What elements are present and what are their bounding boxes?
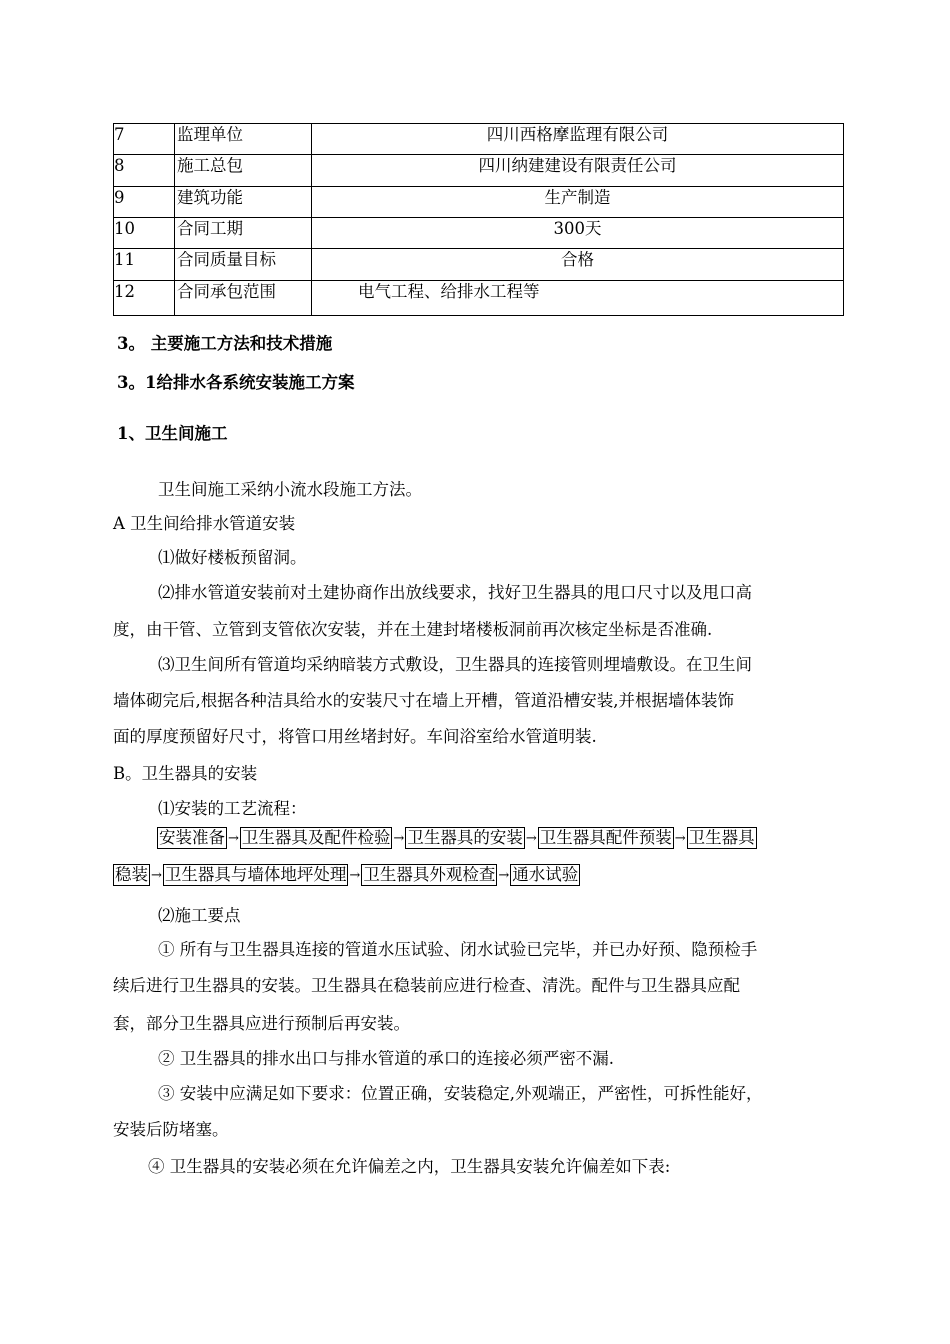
row-label: 施工总包 [175,155,312,187]
paragraph: ② 卫生器具的排水出口与排水管道的承口的连接必须严密不漏. [158,1049,614,1068]
row-value: 生产制造 [312,187,844,218]
flow-step: 卫生器具配件预装 [539,828,672,847]
table-row [114,281,844,316]
paragraph: ① 所有与卫生器具连接的管道水压试验、闭水试验已完毕，并已办好预、隐预检手 [158,940,758,959]
row-value: 合格 [312,249,844,281]
process-flow-line-1 [157,827,757,850]
paragraph: 面的厚度预留好尺寸，将管口用丝堵封好。车间浴室给水管道明装. [113,727,597,746]
flow-step: 卫生器具及配件检验 [241,828,391,847]
flow-step: 卫生器具外观检查 [363,865,496,884]
row-value: 电气工程、给排水工程等 [312,281,844,316]
arrow-right-icon: → [151,868,162,883]
paragraph: B。卫生器具的安装 [113,764,258,783]
row-value: 四川纳建建设有限责任公司 [312,155,844,187]
row-number: 7 [114,124,175,155]
row-label: 合同工期 [175,218,312,249]
row-number: 12 [114,281,175,316]
paragraph: ⑶卫生间所有管道均采纳暗装方式敷设，卫生器具的连接管则埋墙敷设。在卫生间 [158,655,752,674]
paragraph: ⑵排水管道安装前对土建协商作出放线要求，找好卫生器具的甩口尺寸以及甩口高 [158,583,752,602]
arrow-right-icon: → [393,831,405,846]
paragraph: 续后进行卫生器具的安装。卫生器具在稳装前应进行检查、清洗。配件与卫生器具应配 [113,976,740,995]
row-label: 合同质量目标 [175,249,312,281]
paragraph: ④ 卫生器具的安装必须在允许偏差之内，卫生器具安装允许偏差如下表: [148,1157,671,1176]
arrow-right-icon: → [525,831,537,846]
row-label: 建筑功能 [175,187,312,218]
table-row [114,124,844,155]
project-info-table [113,123,844,316]
paragraph: A 卫生间给排水管道安装 [113,514,296,533]
paragraph: ⑵施工要点 [158,906,241,925]
table-row [114,155,844,187]
row-number: 11 [114,249,175,281]
subsection-heading: 3。1给排水各系统安装施工方案 [117,373,355,392]
table-row [114,218,844,249]
table-row [114,187,844,218]
arrow-right-icon: → [228,831,239,846]
paragraph: 卫生间施工采纳小流水段施工方法。 [158,480,422,499]
arrow-right-icon: → [498,868,510,883]
process-flow-line-2 [113,864,580,887]
flow-step: 稳装 [115,865,148,884]
item-heading: 1、卫生间施工 [117,424,228,443]
row-label: 监理单位 [175,124,312,155]
flow-step: 卫生器具与墙体地坪处理 [164,865,347,884]
table-row [114,249,844,281]
row-value: 300天 [312,218,844,249]
arrow-right-icon: → [674,831,686,846]
paragraph: ③ 安装中应满足如下要求：位置正确，安装稳定,外观端正，严密性，可拆性能好， [158,1084,763,1103]
paragraph: ⑴安装的工艺流程： [158,799,307,818]
flow-step: 安装准备 [159,828,225,847]
arrow-right-icon: → [349,868,361,883]
flow-step: 卫生器具 [688,828,755,847]
row-label: 合同承包范围 [175,281,312,316]
row-number: 8 [114,155,175,187]
paragraph: 安装后防堵塞。 [113,1120,229,1139]
paragraph: 套，部分卫生器具应进行预制后再安装。 [113,1014,410,1033]
row-number: 10 [114,218,175,249]
section-heading: 3。 主要施工方法和技术措施 [117,334,333,353]
paragraph: 度，由干管、立管到支管依次安装，并在土建封堵楼板洞前再次核定坐标是否准确. [113,620,713,639]
flow-step: 卫生器具的安装 [407,828,523,847]
paragraph: 墙体砌完后,根据各种洁具给水的安装尺寸在墙上开槽，管道沿槽安装,并根据墙体装饰 [113,691,734,710]
row-value: 四川西格摩监理有限公司 [312,124,844,155]
flow-step: 通水试验 [512,865,579,884]
row-number: 9 [114,187,175,218]
paragraph: ⑴做好楼板预留洞。 [158,548,307,567]
